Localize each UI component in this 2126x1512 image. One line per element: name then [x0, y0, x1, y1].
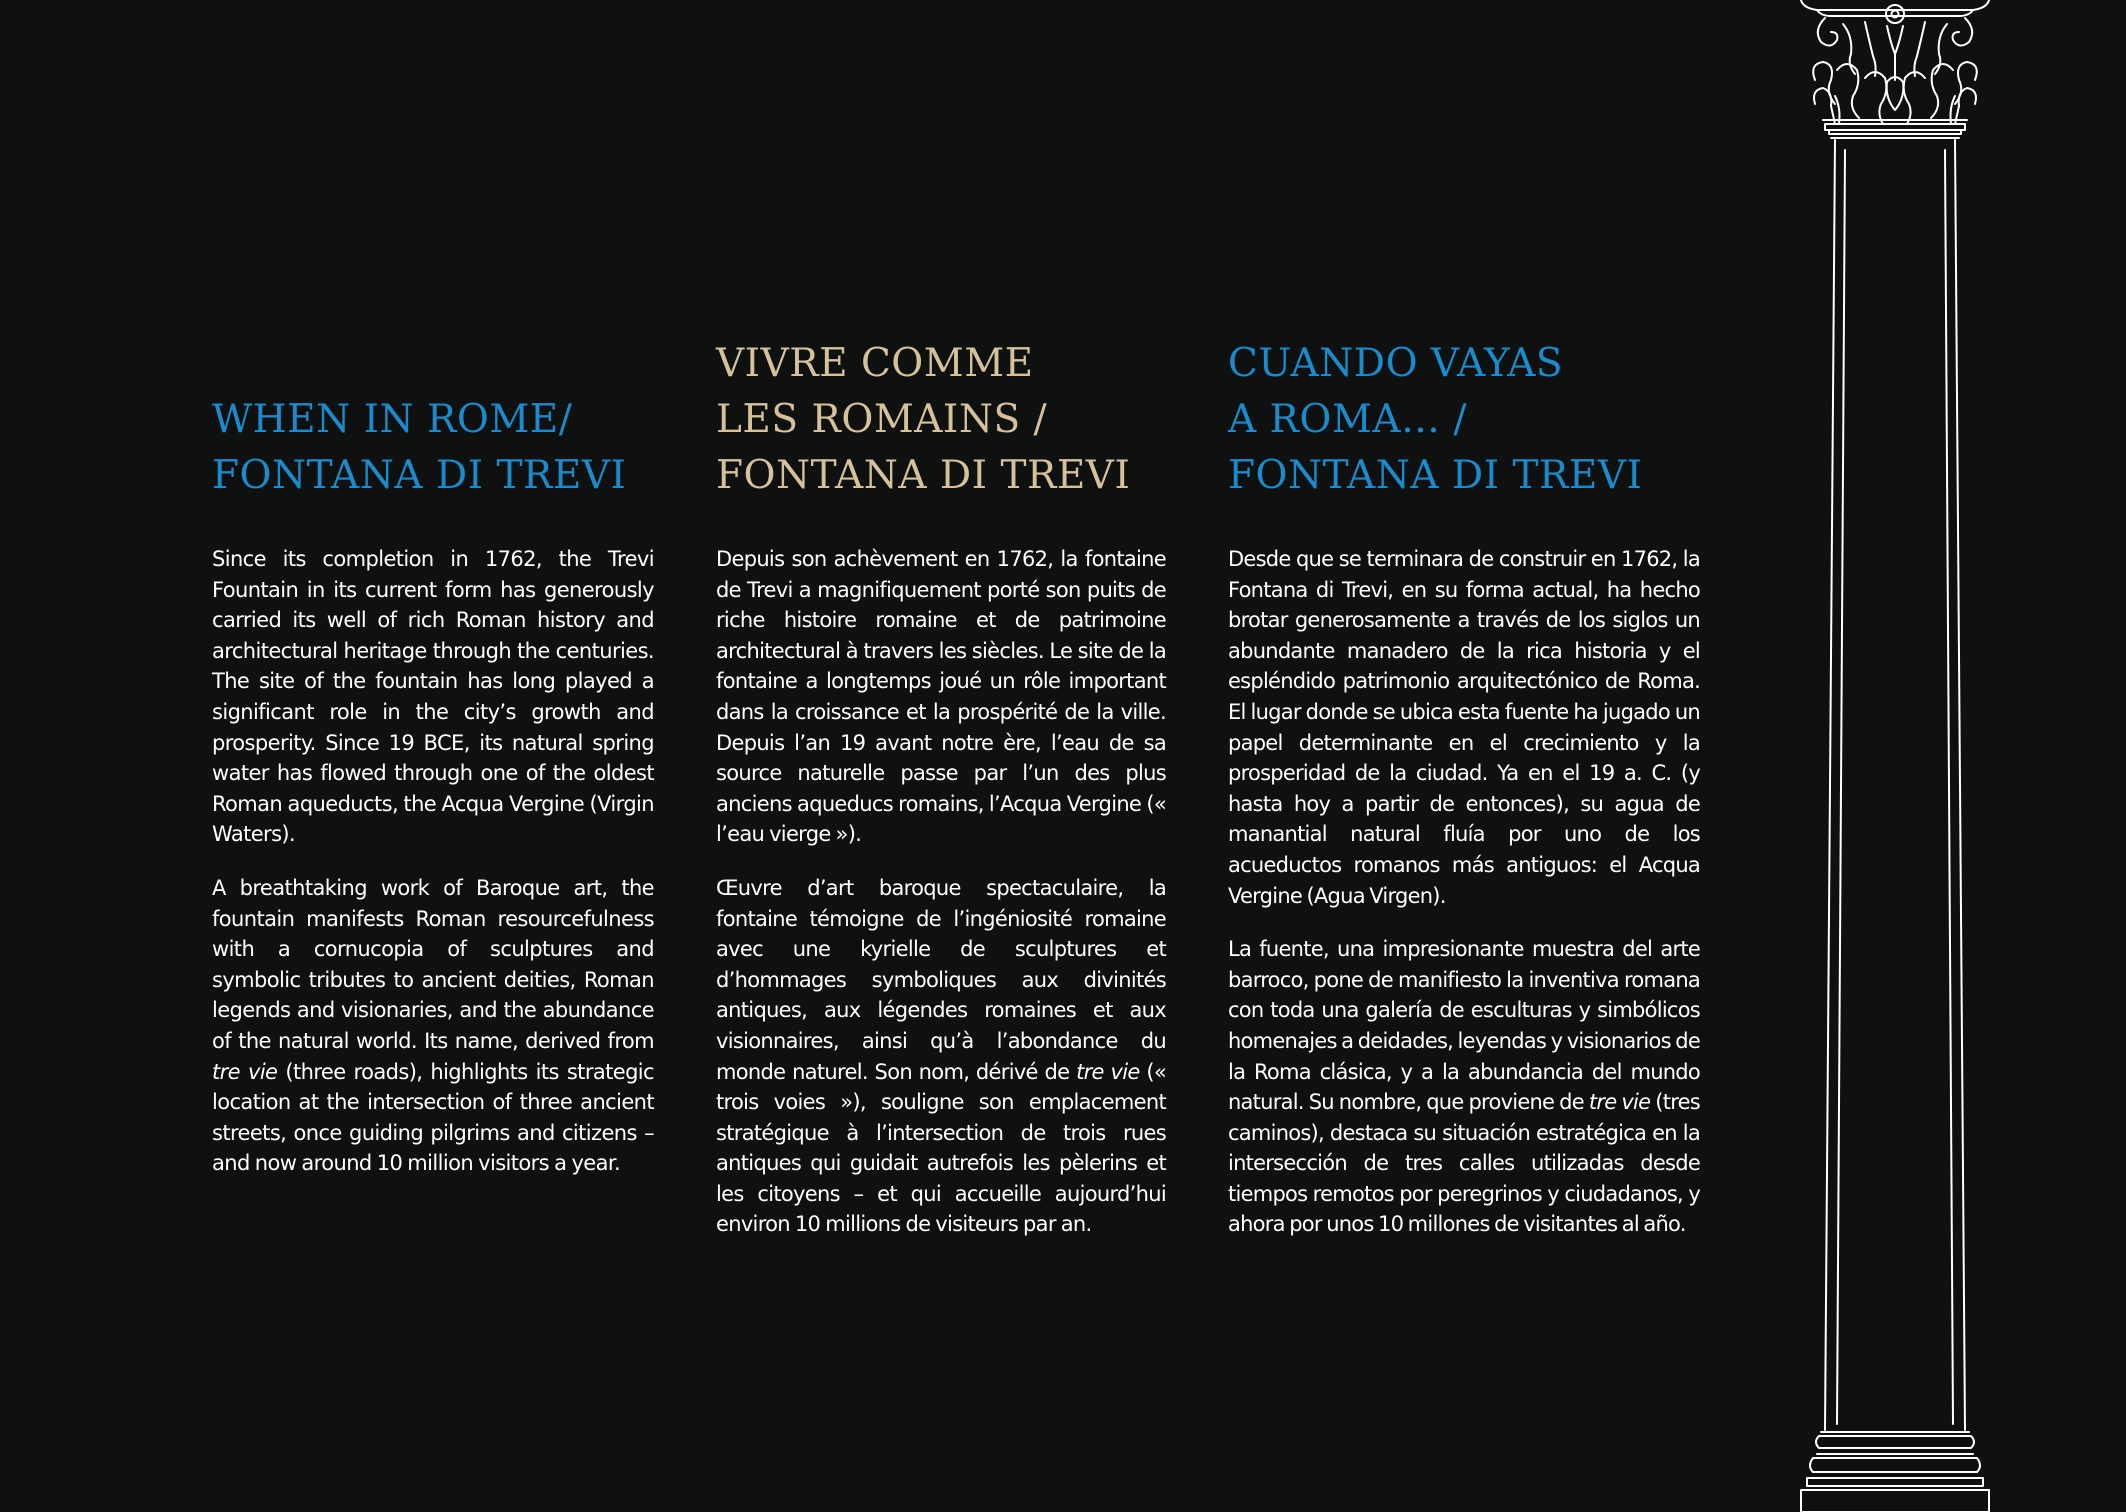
french-heading-line: LES ROMAINS / — [716, 397, 1048, 442]
english-heading-line: WHEN IN ROME/ — [212, 397, 573, 442]
paragraph-text: (tres caminos), destaca su situación estratégica en la intersección de tres calles utilizadas desde tiempos remotos por peregrinos y ciudadanos, y ahora por unos 10 millones de visitantes al año. — [1228, 1090, 1700, 1237]
paragraph-text: La fuente, una impresionante muestra del arte barroco, pone de manifiesto la inventiva romana con toda una galería de esculturas y simbólicos homenajes a deidades, leyendas y visionarios de la Roma clásica, y a la abundancia del mundo natural. Su nombre, que proviene de — [1228, 937, 1700, 1115]
spanish-heading — [1228, 336, 1642, 504]
french-heading — [716, 336, 1130, 504]
english-heading-line: FONTANA DI TREVI — [212, 453, 627, 498]
corinthian-column-icon — [1795, 0, 1995, 1512]
english-heading — [212, 392, 626, 504]
french-heading-line: VIVRE COMME — [716, 341, 1034, 386]
french-body — [716, 544, 1166, 1263]
english-paragraph-1: Since its completion in 1762, the Trevi Fountain in its current form has generously carried its well of rich Roman history and architectural heritage through the centuries. The site of the fountain has long played a significant role in the city’s growth and prosperity. Since 19 BCE, its natural spring water has flowed through one of the oldest Roman aqueducts, the Acqua Vergine (Virgin Waters). — [212, 547, 654, 847]
spanish-heading-line: A ROMA… / — [1228, 397, 1468, 442]
french-heading-line: FONTANA DI TREVI — [716, 453, 1131, 498]
spanish-paragraph-2 — [1228, 934, 1700, 1240]
french-paragraph-1: Depuis son achèvement en 1762, la fontaine de Trevi a magnifiquement porté son puits de riche histoire romaine et de patrimoine architectural à travers les siècles. Le site de la fontaine a longtemps joué un rôle important dans la croissance et la prospérité de la ville. Depuis l’an 19 avant notre ère, l’eau de sa source naturelle passe par l’un des plus anciens aqueducs romains, l’Acqua Vergine (« l’eau vierge »). — [716, 547, 1166, 847]
spanish-body — [1228, 544, 1700, 1263]
paragraph-text: A breathtaking work of Baroque art, the fountain manifests Roman resourcefulness with a cornucopia of sculptures and symbolic tributes to ancient deities, Roman legends and visionaries, and the abundance of the natural world. Its name, derived from — [212, 875, 654, 1053]
paragraph-text: Œuvre d’art baroque spectaculaire, la fontaine témoigne de l’ingéniosité romaine avec une kyrielle de sculptures et d’hommages symboliques aux divinités antiques, aux légendes romaines et aux visionnaires, ainsi qu’à l’abondance du monde naturel. Son nom, dérivé de — [716, 875, 1166, 1084]
english-paragraph-2 — [212, 873, 654, 1179]
spanish-paragraph-1: Desde que se terminara de construir en 1762, la Fontana di Trevi, en su forma actual, ha hecho brotar generosamente a través de los siglos un abundante manadero de la rica historia y el espléndido patrimonio arquitectónico de Roma. El lugar donde se ubica esta fuente ha jugado un papel determinante en el crecimiento y la prosperidad de la ciudad. Ya en el 19 a. C. (y hasta hoy a partir de entonces), su agua de manantial natural fluía por uno de los acueductos romanos más antiguos: el Acqua Vergine (Agua Virgen). — [1228, 547, 1700, 908]
italic-term: tre vie — [1588, 1090, 1651, 1115]
paragraph-text: (three roads), highlights its strategic location at the intersection of three ancient streets, once guiding pilgrims and citizens – and now around 10 million visitors a year. — [212, 1059, 654, 1176]
spanish-heading-line: CUANDO VAYAS — [1228, 341, 1564, 386]
italic-term: tre vie — [212, 1059, 278, 1084]
italic-term: tre vie — [1076, 1059, 1140, 1084]
paragraph-text: (« trois voies »), souligne son emplacement stratégique à l’intersection de trois rues antiques qui guidait autrefois les pèlerins et les citoyens – et qui accueille aujourd’hui environ 10 millions de visiteurs par an. — [716, 1059, 1166, 1237]
french-paragraph-2 — [716, 873, 1166, 1240]
spanish-heading-line: FONTANA DI TREVI — [1228, 453, 1643, 498]
english-body — [212, 544, 654, 1202]
